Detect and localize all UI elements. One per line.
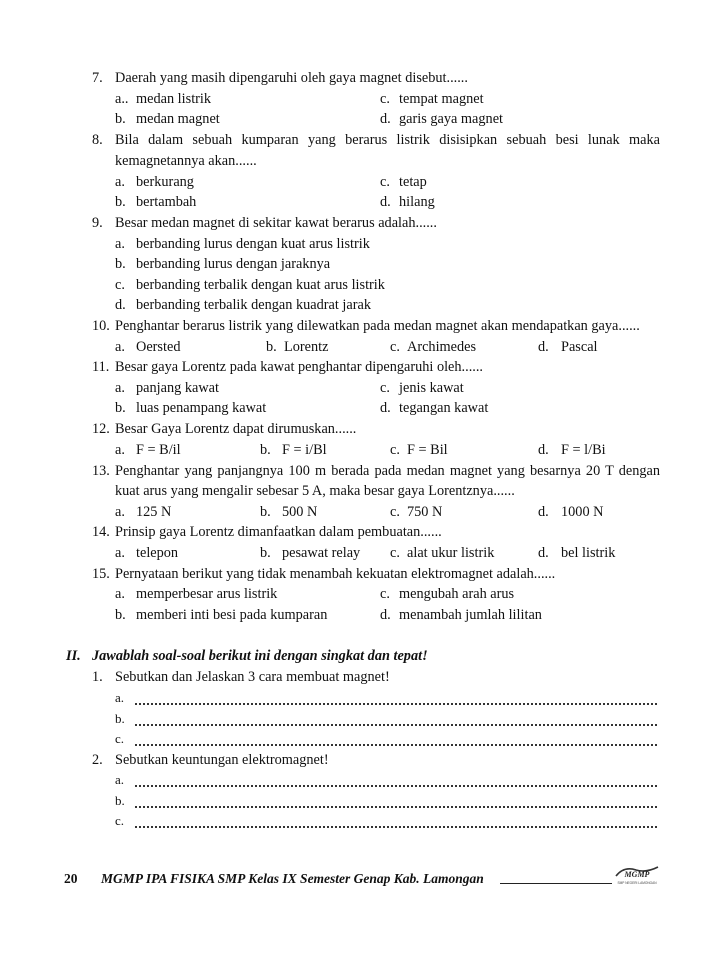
option-label: a.. [115,91,129,107]
option-label: a. [115,442,125,458]
option-label: b. [115,256,126,272]
question-text: Penghantar berarus listrik yang dilewatkan pada medan magnet akan mendapatkan gaya...... [115,318,640,334]
option-label: b. [260,504,271,520]
question-number: 12. [92,421,110,437]
essay-question-number: 1. [92,669,103,685]
option-text: 1000 N [561,504,604,520]
option-label: c. [390,339,400,355]
option-label: c. [380,91,390,107]
answer-line [135,804,657,808]
question-text-continued: kemagnetannya akan...... [115,153,257,169]
question-number: 13. [92,463,110,479]
option-text: alat ukur listrik [407,545,495,561]
option-label: d. [380,607,391,623]
option-label: d. [380,111,391,127]
essay-question-text: Sebutkan keuntungan elektromagnet! [115,752,329,768]
option-label: d. [538,442,549,458]
option-label: c. [390,504,400,520]
footer-text: MGMP IPA FISIKA SMP Kelas IX Semester Genap Kab. Lamongan [101,871,484,886]
option-text: Archimedes [407,339,477,355]
option-text: berbanding terbalik dengan kuat arus listrik [136,277,385,293]
option-label: b. [115,400,126,416]
answer-line [135,722,657,726]
option-label: b. [260,545,271,561]
question-text: Besar medan magnet di sekitar kawat berarus adalah...... [115,215,437,231]
question-text: Besar gaya Lorentz pada kawat penghantar dipengaruhi oleh...... [115,359,483,375]
option-label: d. [538,545,549,561]
question-number: 10. [92,318,110,334]
option-text: tempat magnet [399,91,484,107]
option-label: d. [380,194,391,210]
option-label: b. [115,607,126,623]
option-label: c. [380,380,390,396]
option-text: F = l/Bi [561,442,606,458]
answer-line-label: c. [115,731,125,746]
page-number: 20 [64,871,78,886]
option-text: luas penampang kawat [136,400,267,416]
option-label: a. [115,586,125,602]
option-text: F = i/Bl [282,442,327,458]
option-label: a. [115,174,125,190]
option-label: a. [115,380,125,396]
option-text: bel listrik [561,545,616,561]
question-number: 11. [92,359,110,375]
option-text: medan listrik [136,91,212,107]
option-label: c. [380,586,390,602]
option-text: 125 N [136,504,172,520]
option-text: F = B/il [136,442,181,458]
footer-rule [500,883,612,884]
question-number: 9. [92,215,103,231]
option-text: bertambah [136,194,197,210]
option-text: jenis kawat [399,380,464,396]
option-text: Pascal [561,339,598,355]
question-text: Daerah yang masih dipengaruhi oleh gaya magnet disebut...... [115,70,468,86]
option-text: pesawat relay [282,545,361,561]
option-label: a. [115,504,125,520]
option-text: berbanding lurus dengan kuat arus listrik [136,236,370,252]
answer-line [135,701,657,705]
option-text: Lorentz [284,339,329,355]
option-label: a. [115,545,125,561]
answer-line [135,783,657,787]
essay-question-text: Sebutkan dan Jelaskan 3 cara membuat magnet! [115,669,390,685]
option-label: b. [266,339,277,355]
section-roman-numeral: II. [66,648,81,664]
answer-line-label: c. [115,813,125,828]
option-label: b. [260,442,271,458]
answer-line-label: a. [115,690,125,705]
option-text: garis gaya magnet [399,111,504,127]
mgmp-logo-graphic [614,864,660,886]
option-text: telepon [136,545,179,561]
option-text: berbanding terbalik dengan kuadrat jarak [136,297,372,313]
option-text: F = Bil [407,442,448,458]
option-text: hilang [399,194,435,210]
option-text: tegangan kawat [399,400,489,416]
option-text: tetap [399,174,427,190]
answer-line-label: a. [115,772,125,787]
answer-line [135,742,657,746]
answer-line [135,824,657,828]
question-number: 8. [92,132,103,148]
section-heading: Jawablah soal-soal berikut ini dengan singkat dan tepat! [92,648,428,664]
option-label: b. [115,111,126,127]
question-number: 14. [92,524,110,540]
option-label: a. [115,339,125,355]
answer-line-label: b. [115,711,125,726]
option-text: memberi inti besi pada kumparan [136,607,328,623]
option-label: d. [380,400,391,416]
question-text-continued: kuat arus yang mengalir sebesar 5 A, maka besar gaya Lorentznya...... [115,483,515,499]
option-label: c. [115,277,125,293]
option-text: berbanding lurus dengan jaraknya [136,256,331,272]
option-text: 750 N [407,504,443,520]
answer-line-label: b. [115,793,125,808]
option-label: a. [115,236,125,252]
option-label: d. [538,339,549,355]
question-text: Penghantar yang panjangnya 100 m berada pada medan magnet yang besarnya 20 T dengan [115,463,660,479]
option-text: menambah jumlah lilitan [399,607,542,623]
question-text: Prinsip gaya Lorentz dimanfaatkan dalam pembuatan...... [115,524,442,540]
option-label: c. [390,442,400,458]
option-text: mengubah arah arus [399,586,515,602]
option-label: b. [115,194,126,210]
option-text: medan magnet [136,111,220,127]
question-number: 7. [92,70,103,86]
option-text: 500 N [282,504,318,520]
question-text: Besar Gaya Lorentz dapat dirumuskan...... [115,421,357,437]
logo-subtext: SMP NEGERI LAMONGAN [617,881,657,885]
option-text: memperbesar arus listrik [136,586,278,602]
option-text: Oersted [136,339,181,355]
logo-text: MGMP [624,870,650,879]
option-text: berkurang [136,174,194,190]
option-label: d. [115,297,126,313]
mgmp-logo [614,864,660,886]
question-number: 15. [92,566,110,582]
option-label: d. [538,504,549,520]
option-label: c. [390,545,400,561]
option-label: c. [380,174,390,190]
question-text: Pernyataan berikut yang tidak menambah kekuatan elektromagnet adalah...... [115,566,556,582]
option-text: panjang kawat [136,380,219,396]
question-text: Bila dalam sebuah kumparan yang berarus listrik disisipkan sebuah besi lunak maka [115,132,660,148]
essay-question-number: 2. [92,752,103,768]
